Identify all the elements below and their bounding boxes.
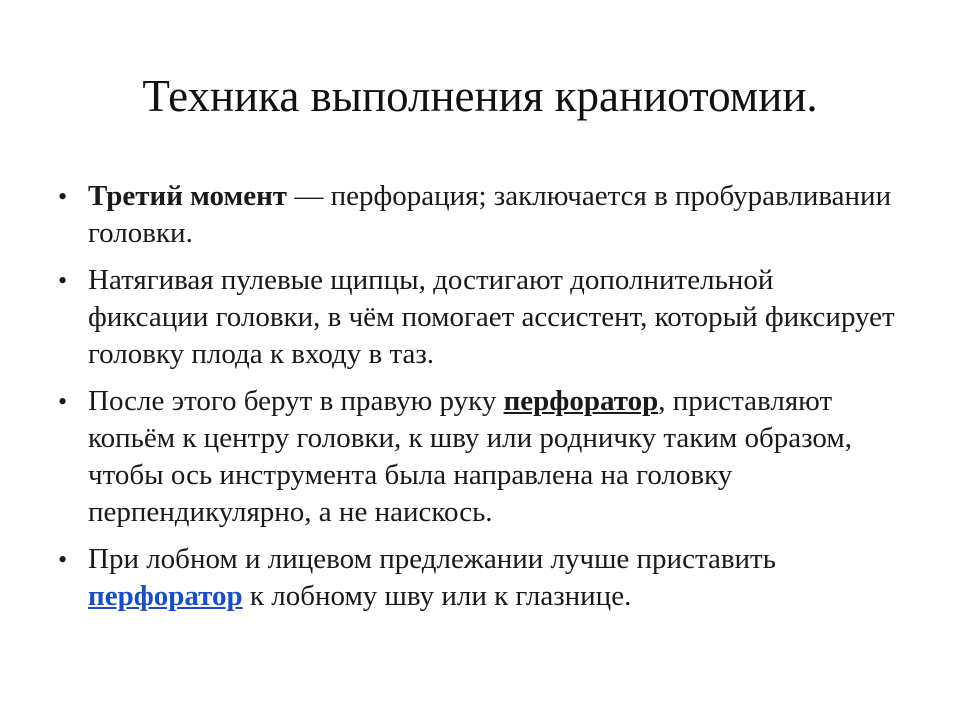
- bullet-dot-icon: •: [58, 266, 68, 295]
- bullet-list: [58, 178, 898, 625]
- bullet-text: Натягивая пулевые щипцы, достигают дополнительной фиксации головки, в чём помогает ассистент, который фиксирует головку плода к входу в таз.: [88, 264, 895, 370]
- bullet-dot-icon: •: [58, 182, 68, 211]
- bullet-bold-term: Третий момент: [88, 180, 288, 212]
- bullet-text-after: к лобному шву или к глазнице.: [242, 580, 632, 612]
- bullet-item: [58, 178, 898, 252]
- slide-title: Техника выполнения краниотомии.: [142, 71, 818, 121]
- bullet-item: [58, 541, 898, 615]
- bullet-dot-icon: •: [58, 545, 68, 574]
- bullet-dot-icon: •: [58, 387, 68, 416]
- perforator-link-visited[interactable]: перфоратор: [503, 385, 659, 417]
- bullet-item: [58, 383, 898, 531]
- perforator-link[interactable]: перфоратор: [88, 580, 243, 612]
- bullet-text-before: После этого берут в правую руку: [88, 385, 504, 417]
- bullet-item: [58, 262, 898, 373]
- bullet-text-after: , приставляют копьём к центру головки, к шву или родничку таким образом, чтобы ось инструмента была направлена на головку перпендикулярно, а не наискось.: [88, 385, 852, 528]
- bullet-text-before: При лобном и лицевом предлежании лучше приставить: [88, 543, 776, 575]
- bullet-text: — перфорация; заключается в пробуравливании головки.: [88, 180, 892, 249]
